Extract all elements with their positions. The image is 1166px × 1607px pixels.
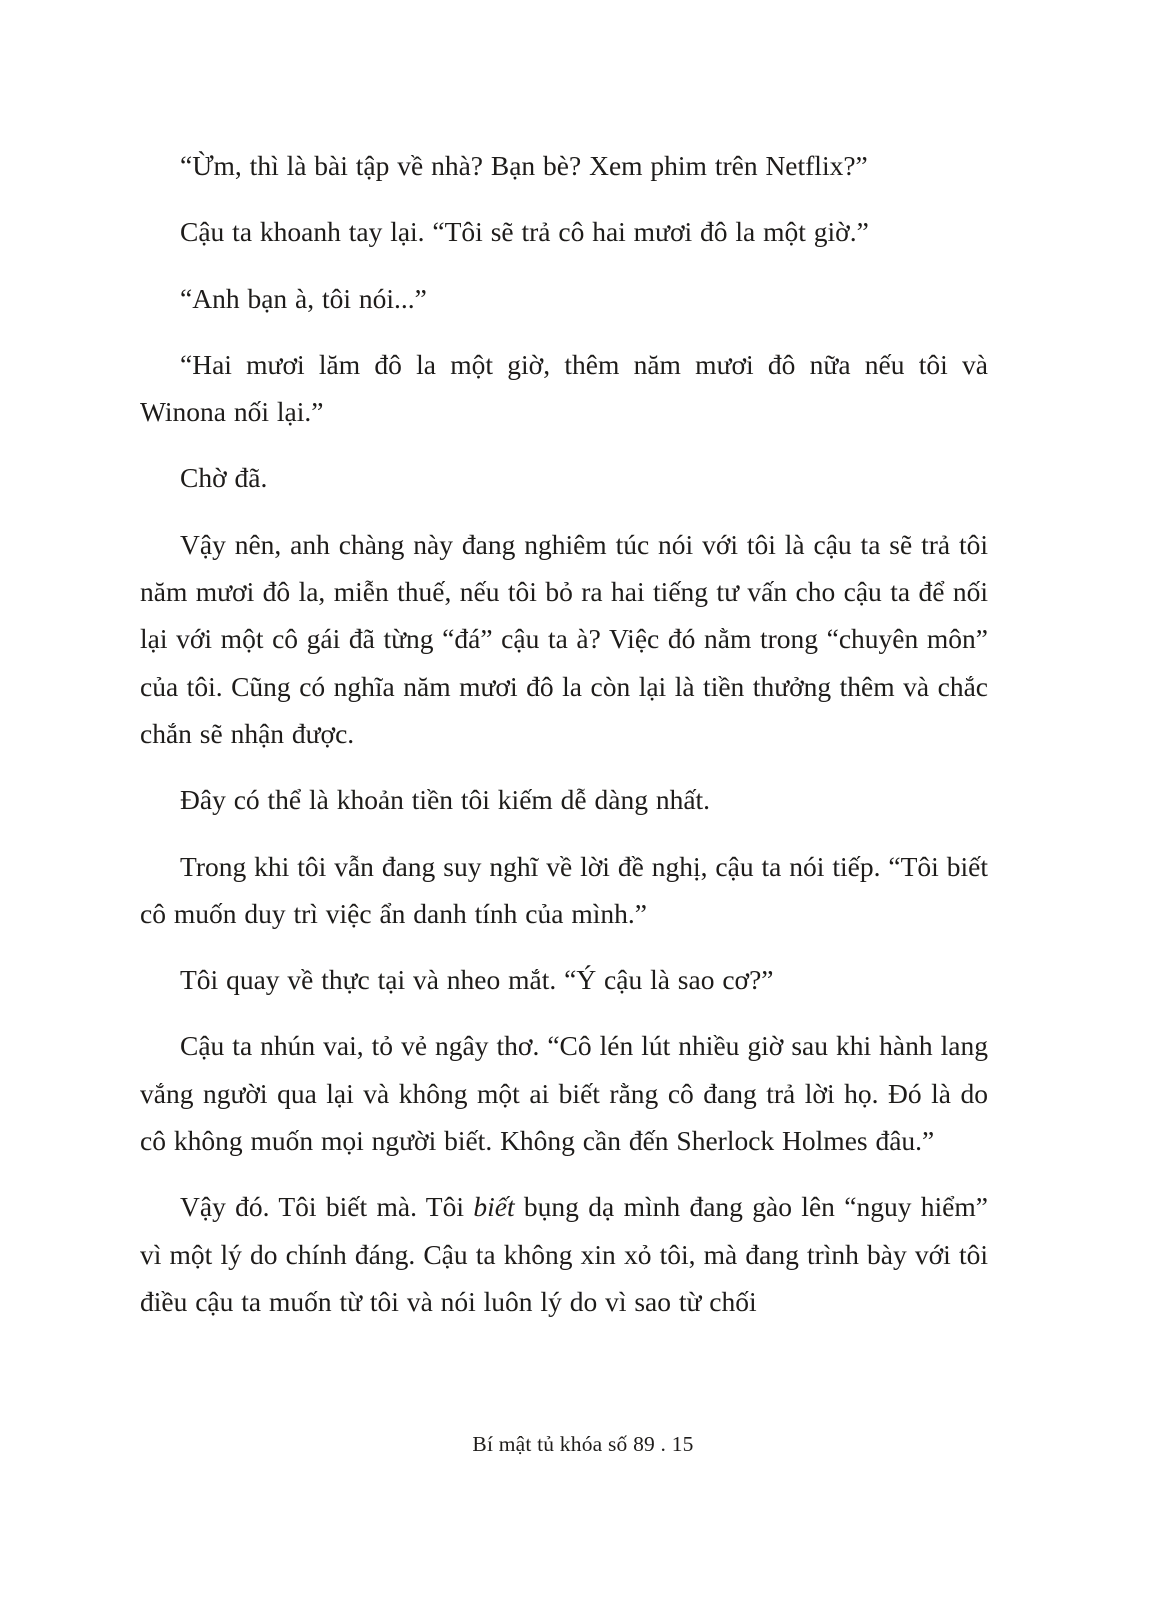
paragraph: “Ừm, thì là bài tập về nhà? Bạn bè? Xem phim trên Netflix?” bbox=[180, 150, 868, 181]
paragraph: Trong khi tôi vẫn đang suy nghĩ về lời đề nghị, cậu ta nói tiếp. “Tôi biết cô muốn duy trì việc ẩn danh tính của mình.” bbox=[140, 850, 988, 929]
paragraph: Cậu ta khoanh tay lại. “Tôi sẽ trả cô hai mươi đô la một giờ.” bbox=[180, 216, 869, 248]
running-footer-text: Bí mật tủ khóa số 89 . 15 bbox=[472, 1432, 694, 1456]
paragraph-text: bụng dạ mình đang gào lên “nguy hiểm” vì một lý do chính đáng. Cậu ta không xin xỏ tôi, mà đang trình bày với tôi điều cậu ta muốn từ tôi và nói luôn lý do vì sao từ chối bbox=[140, 1191, 988, 1317]
paragraph: Đây có thể là khoản tiền tôi kiếm dễ dàng nhất. bbox=[180, 784, 711, 816]
paragraph: “Hai mươi lăm đô la một giờ, thêm năm mươi đô nữa nếu tôi và Winona nối lại.” bbox=[140, 348, 988, 428]
paragraph bbox=[140, 1183, 988, 1325]
paragraph: Vậy nên, anh chàng này đang nghiêm túc nói với tôi là cậu ta sẽ trả tôi năm mươi đô la, miễn thuế, nếu tôi bỏ ra hai tiếng tư vấn cho cậu ta để nối lại với một cô gái đã từng “đá” cậu ta à? Việc đó nằm trong “chuyên môn” của tôi. Cũng có nghĩa năm mươi đô la còn lại là tiền thưởng thêm và chắc chắn sẽ nhận được. bbox=[140, 528, 988, 749]
paragraph: Chờ đã. bbox=[180, 462, 268, 494]
page-footer bbox=[0, 1432, 1166, 1457]
italic-word: biết bbox=[473, 1191, 515, 1223]
paragraph: Tôi quay về thực tại và nheo mắt. “Ý cậu là sao cơ?” bbox=[180, 964, 774, 996]
paragraph: “Anh bạn à, tôi nói...” bbox=[180, 282, 427, 314]
paragraph: Cậu ta nhún vai, tỏ vẻ ngây thơ. “Cô lén lút nhiều giờ sau khi hành lang vắng người qua lại và không một ai biết rằng cô đang trả lời họ. Đó là do cô không muốn mọi người biết. Không cần đến Sherlock Holmes đâu.” bbox=[140, 1030, 988, 1157]
paragraph-text: Vậy đó. Tôi biết mà. Tôi bbox=[180, 1191, 474, 1223]
body-text bbox=[140, 142, 988, 1344]
